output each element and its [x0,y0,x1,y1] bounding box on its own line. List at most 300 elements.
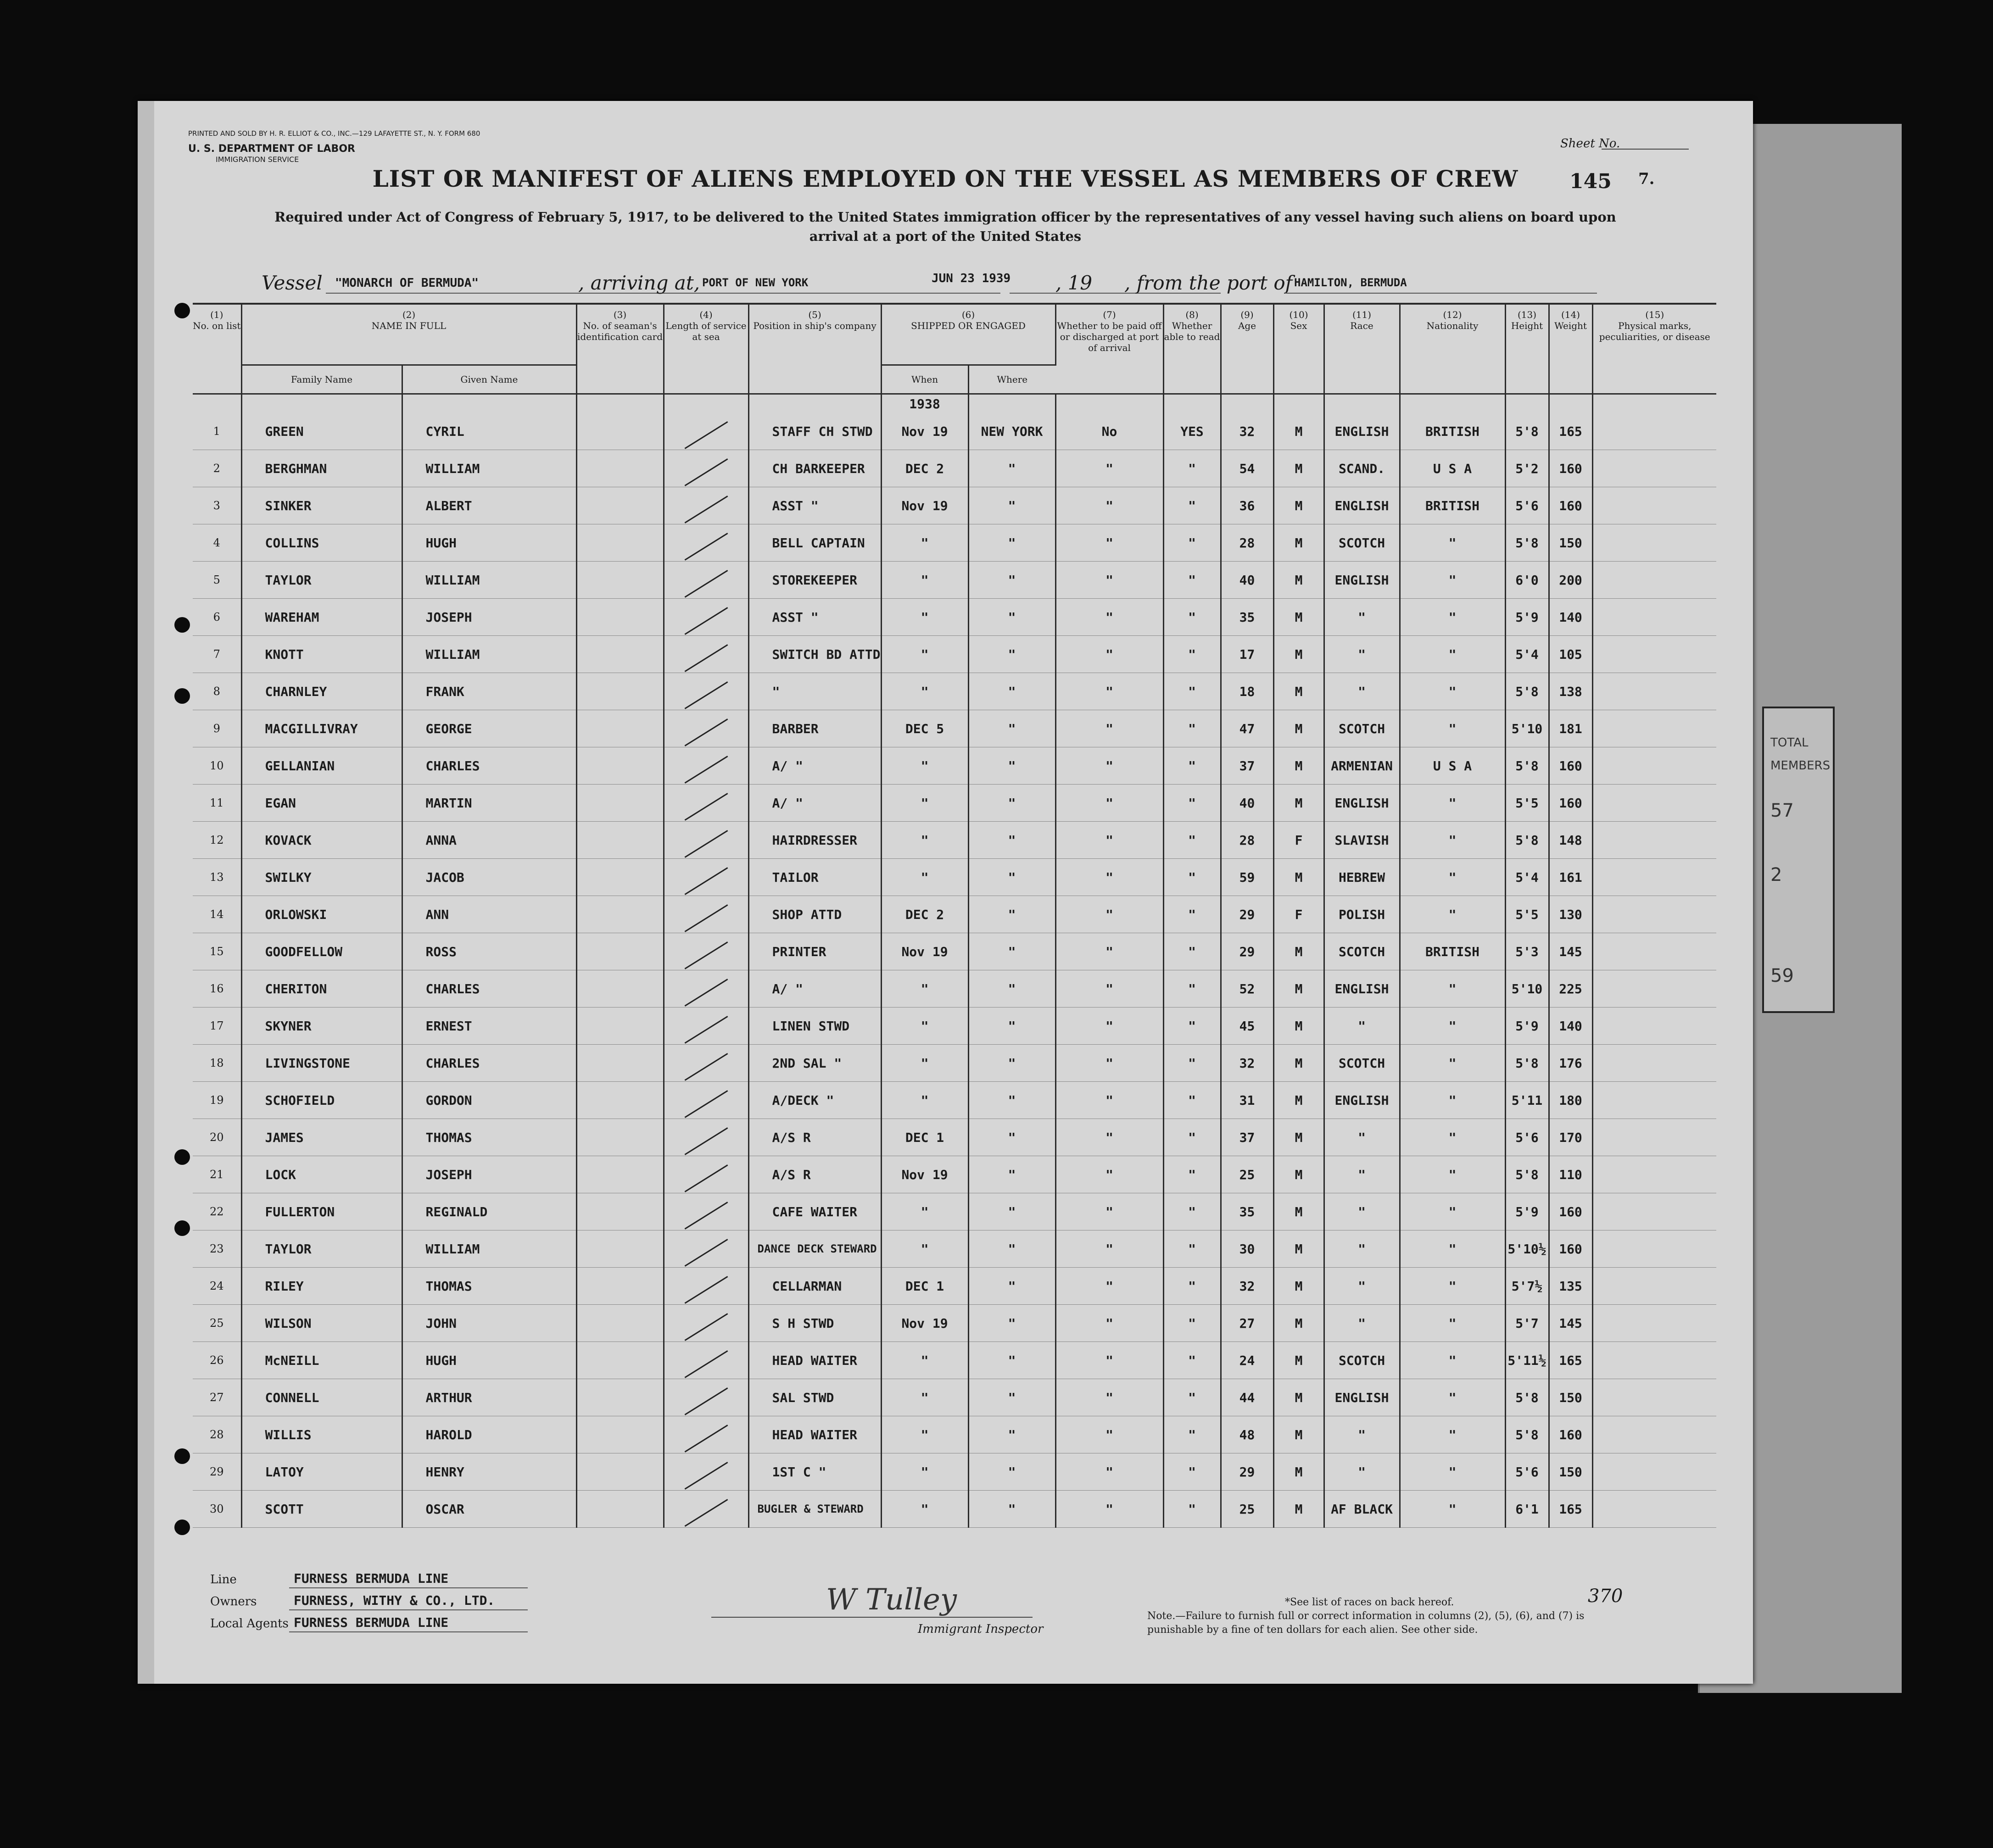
height-cell: 5'3 [1505,933,1549,970]
family-name-cell: SKYNER [241,1007,402,1045]
service-mark-cell [664,1230,748,1268]
physical-marks-cell [1592,673,1716,710]
crew-no-cell: 19 [193,1082,241,1119]
race-cell: AF BLACK [1324,1491,1400,1528]
id-card-cell [576,1416,664,1453]
age-cell: 32 [1221,1268,1273,1305]
age-cell: 54 [1221,450,1273,487]
sex-cell: M [1273,1342,1324,1379]
service-mark-cell [664,450,748,487]
able-to-read-cell: " [1163,1453,1221,1491]
sex-cell: M [1273,1156,1324,1193]
vessel-name: "MONARCH OF BERMUDA" [335,276,479,290]
service-mark-cell [664,1007,748,1045]
crew-no-cell: 21 [193,1156,241,1193]
shipped-when-cell: " [881,1342,968,1379]
service-slash-mark [684,1462,728,1490]
punch-hole [174,1149,190,1165]
table-row [193,970,1716,1007]
able-to-read-cell: " [1163,1045,1221,1082]
race-cell: " [1324,1268,1400,1305]
shipped-where-cell: " [968,1007,1055,1045]
table-row [193,562,1716,599]
family-name-cell: WILSON [241,1305,402,1342]
id-card-cell [576,562,664,599]
sheet-no-line [1602,149,1689,150]
height-cell: 5'7 [1505,1305,1549,1342]
service-slash-mark [684,867,728,895]
shipped-when-cell: " [881,1491,968,1528]
physical-marks-cell [1592,747,1716,785]
service-mark-cell [664,673,748,710]
race-cell: " [1324,1416,1400,1453]
nationality-cell: " [1400,1416,1505,1453]
height-cell: 5'8 [1505,1156,1549,1193]
race-cell: ENGLISH [1324,785,1400,822]
service-mark-cell [664,710,748,747]
physical-marks-cell [1592,859,1716,896]
crew-no-cell: 29 [193,1453,241,1491]
table-row [193,1268,1716,1305]
service-slash-mark [684,1053,728,1081]
given-name-cell: JOHN [402,1305,576,1342]
race-cell: SCOTCH [1324,1045,1400,1082]
paid-off-cell: " [1055,1230,1163,1268]
line-value: FURNESS BERMUDA LINE [294,1571,449,1586]
given-name-cell: ALBERT [402,487,576,524]
position-cell: PRINTER [748,933,881,970]
back-sheet-text: MEMBERS [1770,759,1831,773]
nationality-cell: " [1400,822,1505,859]
crew-no-cell: 15 [193,933,241,970]
nationality-cell: " [1400,1268,1505,1305]
service-mark-cell [664,1193,748,1230]
physical-marks-cell [1592,524,1716,562]
physical-marks-cell [1592,1379,1716,1416]
height-cell: 5'10½ [1505,1230,1549,1268]
height-cell: 5'8 [1505,1045,1549,1082]
shipped-when-cell: " [881,1082,968,1119]
id-card-cell [576,785,664,822]
col-header-age: (9) Age [1221,304,1273,394]
penalty-note: Note.—Failure to furnish full or correct information in columns (2), (5), (6), and (7) is punishable by a fine of ten dollars for each alien. See other side. [1147,1610,1585,1636]
sex-cell: M [1273,450,1324,487]
nationality-cell: " [1400,896,1505,933]
position-cell: BUGLER & STEWARD [748,1491,881,1528]
family-name-cell: KOVACK [241,822,402,859]
table-row [193,673,1716,710]
page-mark: 370 [1588,1586,1623,1607]
races-note: *See list of races on back hereof. [1285,1597,1454,1608]
id-card-cell [576,1342,664,1379]
nationality-cell: " [1400,1193,1505,1230]
age-cell: 28 [1221,524,1273,562]
service-slash-mark [684,904,728,932]
position-cell: STOREKEEPER [748,562,881,599]
crew-no-cell: 11 [193,785,241,822]
height-cell: 5'8 [1505,524,1549,562]
height-cell: 5'5 [1505,785,1549,822]
punch-hole [174,303,190,318]
crew-no-cell: 17 [193,1007,241,1045]
table-row [193,1305,1716,1342]
position-cell: SHOP ATTD [748,896,881,933]
family-name-cell: COLLINS [241,524,402,562]
sex-cell: M [1273,710,1324,747]
family-name-cell: JAMES [241,1119,402,1156]
id-card-cell [576,1268,664,1305]
height-cell: 5'7½ [1505,1268,1549,1305]
inspector-signature-line [711,1617,1033,1618]
sheet-number: 145 [1569,170,1612,193]
service-slash-mark [684,756,728,784]
nationality-cell: " [1400,710,1505,747]
weight-cell: 165 [1549,1491,1592,1528]
age-cell: 36 [1221,487,1273,524]
shipped-when-cell: " [881,1193,968,1230]
physical-marks-cell [1592,896,1716,933]
weight-cell: 165 [1549,1342,1592,1379]
service-mark-cell [664,970,748,1007]
given-name-cell: JOSEPH [402,1156,576,1193]
back-sheet-text: TOTAL [1770,736,1809,750]
age-cell: 28 [1221,822,1273,859]
nationality-cell: " [1400,562,1505,599]
shipped-where-cell: " [968,822,1055,859]
sex-cell: M [1273,487,1324,524]
service-mark-cell [664,747,748,785]
height-cell: 5'10 [1505,710,1549,747]
shipped-where-cell: " [968,1193,1055,1230]
position-cell: HEAD WAITER [748,1416,881,1453]
shipped-where-cell: " [968,1491,1055,1528]
given-name-cell: HUGH [402,524,576,562]
service-label: IMMIGRATION SERVICE [216,155,299,164]
shipped-when-cell: " [881,785,968,822]
race-cell: ENGLISH [1324,970,1400,1007]
sex-cell: M [1273,1230,1324,1268]
weight-cell: 130 [1549,896,1592,933]
table-row [193,747,1716,785]
race-cell: ENGLISH [1324,1379,1400,1416]
able-to-read-cell: " [1163,1193,1221,1230]
service-slash-mark [684,1164,728,1192]
height-cell: 5'8 [1505,822,1549,859]
back-sheet-text: 57 [1770,800,1794,821]
able-to-read-cell: " [1163,933,1221,970]
paid-off-cell: " [1055,822,1163,859]
position-cell: A/DECK " [748,1082,881,1119]
position-cell: HAIRDRESSER [748,822,881,859]
back-sheet-fragment [1762,707,1835,1013]
physical-marks-cell [1592,1268,1716,1305]
physical-marks-cell [1592,413,1716,450]
age-cell: 59 [1221,859,1273,896]
nationality-cell: " [1400,636,1505,673]
paid-off-cell: " [1055,1268,1163,1305]
sex-cell: M [1273,413,1324,450]
service-slash-mark [684,1313,728,1341]
physical-marks-cell [1592,450,1716,487]
agents-underline [289,1631,528,1632]
crew-no-cell: 28 [193,1416,241,1453]
able-to-read-cell: " [1163,859,1221,896]
table-row [193,822,1716,859]
age-cell: 35 [1221,599,1273,636]
nationality-cell: " [1400,1045,1505,1082]
department-label: U. S. DEPARTMENT OF LABOR [188,143,355,155]
age-cell: 18 [1221,673,1273,710]
age-cell: 44 [1221,1379,1273,1416]
crew-no-cell: 20 [193,1119,241,1156]
nationality-cell: U S A [1400,450,1505,487]
inspector-label: Immigrant Inspector [918,1622,1044,1636]
col-header-sex: (10) Sex [1273,304,1324,394]
sex-cell: F [1273,822,1324,859]
shipped-when-cell: " [881,1453,968,1491]
owners-label: Owners [210,1595,257,1609]
arriving-label: , arriving at, [578,272,700,294]
table-row [193,859,1716,896]
height-cell: 5'9 [1505,1007,1549,1045]
position-cell: LINEN STWD [748,1007,881,1045]
family-name-cell: WILLIS [241,1416,402,1453]
shipped-when-cell: " [881,1045,968,1082]
weight-cell: 150 [1549,524,1592,562]
crew-no-cell: 2 [193,450,241,487]
race-cell: " [1324,1119,1400,1156]
nationality-cell: " [1400,1453,1505,1491]
shipped-when-cell: Nov 19 [881,413,968,450]
position-cell: A/S R [748,1156,881,1193]
shipped-when-cell: Nov 19 [881,1156,968,1193]
service-mark-cell [664,562,748,599]
shipped-when-cell: " [881,1230,968,1268]
race-cell: SLAVISH [1324,822,1400,859]
physical-marks-cell [1592,1416,1716,1453]
able-to-read-cell: " [1163,636,1221,673]
position-cell: A/ " [748,970,881,1007]
service-mark-cell [664,933,748,970]
crew-no-cell: 10 [193,747,241,785]
service-mark-cell [664,785,748,822]
height-cell: 5'8 [1505,413,1549,450]
height-cell: 5'10 [1505,970,1549,1007]
nationality-cell: U S A [1400,747,1505,785]
nationality-cell: " [1400,1082,1505,1119]
id-card-cell [576,822,664,859]
crew-no-cell: 3 [193,487,241,524]
table-row [193,710,1716,747]
family-name-cell: TAYLOR [241,1230,402,1268]
table-row [193,1453,1716,1491]
age-cell: 17 [1221,636,1273,673]
shipped-where-cell: " [968,1305,1055,1342]
id-card-cell [576,747,664,785]
crew-no-cell: 27 [193,1379,241,1416]
able-to-read-cell: " [1163,599,1221,636]
given-name-cell: CHARLES [402,970,576,1007]
table-row [193,524,1716,562]
weight-cell: 150 [1549,1379,1592,1416]
given-name-cell: ARTHUR [402,1379,576,1416]
able-to-read-cell: " [1163,487,1221,524]
physical-marks-cell [1592,1156,1716,1193]
service-slash-mark [684,1090,728,1118]
shipped-when-cell: Nov 19 [881,487,968,524]
line-underline [289,1587,528,1588]
id-card-cell [576,1193,664,1230]
table-row [193,896,1716,933]
height-cell: 5'11 [1505,1082,1549,1119]
given-name-cell: HUGH [402,1342,576,1379]
family-name-cell: KNOTT [241,636,402,673]
weight-cell: 145 [1549,933,1592,970]
col-header-given-name: Given Name [402,365,576,394]
table-row [193,636,1716,673]
position-cell: A/ " [748,747,881,785]
id-card-cell [576,636,664,673]
age-cell: 35 [1221,1193,1273,1230]
weight-cell: 135 [1549,1268,1592,1305]
col-header-when: When [881,365,968,394]
age-cell: 37 [1221,1119,1273,1156]
id-card-cell [576,524,664,562]
position-cell: CELLARMAN [748,1268,881,1305]
col-header-name: (2) NAME IN FULL [241,304,576,365]
weight-cell: 140 [1549,1007,1592,1045]
nationality-cell: BRITISH [1400,933,1505,970]
height-cell: 5'11½ [1505,1342,1549,1379]
sex-cell: M [1273,673,1324,710]
able-to-read-cell: " [1163,1268,1221,1305]
from-port-line [1285,293,1597,294]
position-cell: DANCE DECK STEWARD [748,1230,881,1268]
sex-cell: M [1273,636,1324,673]
race-cell: ARMENIAN [1324,747,1400,785]
race-cell: ENGLISH [1324,1082,1400,1119]
able-to-read-cell: " [1163,673,1221,710]
sex-cell: M [1273,1379,1324,1416]
able-to-read-cell: " [1163,450,1221,487]
sex-cell: M [1273,1082,1324,1119]
family-name-cell: LATOY [241,1453,402,1491]
physical-marks-cell [1592,822,1716,859]
height-cell: 5'6 [1505,1453,1549,1491]
table-row [193,1416,1716,1453]
col-header-service: (4) Length of service at sea [664,304,748,394]
paid-off-cell: " [1055,1453,1163,1491]
age-cell: 52 [1221,970,1273,1007]
agents-value: FURNESS BERMUDA LINE [294,1615,449,1630]
vessel-label: Vessel [262,272,323,294]
able-to-read-cell: " [1163,1156,1221,1193]
race-cell: " [1324,1156,1400,1193]
position-cell: BARBER [748,710,881,747]
weight-cell: 200 [1549,562,1592,599]
service-mark-cell [664,599,748,636]
sheet-suffix: 7. [1638,170,1655,188]
age-cell: 24 [1221,1342,1273,1379]
crew-no-cell: 24 [193,1268,241,1305]
given-name-cell: ERNEST [402,1007,576,1045]
able-to-read-cell: " [1163,822,1221,859]
col-header-position: (5) Position in ship's company [748,304,881,394]
shipped-where-cell: " [968,599,1055,636]
paid-off-cell: " [1055,1045,1163,1082]
table-row [193,413,1716,450]
shipped-when-cell: DEC 2 [881,450,968,487]
col-header-paid-off: (7) Whether to be paid off or discharged at port of arrival [1055,304,1163,394]
paid-off-cell: No [1055,413,1163,450]
able-to-read-cell: " [1163,970,1221,1007]
arrival-date-stamp: JUN 23 1939 [932,272,1011,285]
weight-cell: 110 [1549,1156,1592,1193]
age-cell: 29 [1221,933,1273,970]
service-slash-mark [684,1387,728,1415]
family-name-cell: BERGHMAN [241,450,402,487]
position-cell: SWITCH BD ATTD [748,636,881,673]
shipped-when-cell: DEC 5 [881,710,968,747]
position-cell: BELL CAPTAIN [748,524,881,562]
paid-off-cell: " [1055,1491,1163,1528]
able-to-read-cell: " [1163,1491,1221,1528]
paid-off-cell: " [1055,524,1163,562]
sex-cell: M [1273,933,1324,970]
id-card-cell [576,1045,664,1082]
shipped-when-cell: DEC 1 [881,1268,968,1305]
race-cell: " [1324,636,1400,673]
table-row [193,487,1716,524]
given-name-cell: GORDON [402,1082,576,1119]
col-header-family-name: Family Name [241,365,402,394]
family-name-cell: GELLANIAN [241,747,402,785]
position-cell: HEAD WAITER [748,1342,881,1379]
family-name-cell: SWILKY [241,859,402,896]
able-to-read-cell: " [1163,1119,1221,1156]
age-cell: 47 [1221,710,1273,747]
shipped-where-cell: " [968,562,1055,599]
nationality-cell: " [1400,1230,1505,1268]
family-name-cell: FULLERTON [241,1193,402,1230]
id-card-cell [576,1453,664,1491]
shipped-where-cell: " [968,1268,1055,1305]
given-name-cell: FRANK [402,673,576,710]
crew-no-cell: 14 [193,896,241,933]
physical-marks-cell [1592,1007,1716,1045]
weight-cell: 225 [1549,970,1592,1007]
family-name-cell: RILEY [241,1268,402,1305]
given-name-cell: ANN [402,896,576,933]
col-header-no: (1) No. on list [193,304,241,394]
physical-marks-cell [1592,1491,1716,1528]
table-row [193,1045,1716,1082]
sex-cell: M [1273,1119,1324,1156]
service-mark-cell [664,1045,748,1082]
page-title: LIST OR MANIFEST OF ALIENS EMPLOYED ON THE VESSEL AS MEMBERS OF CREW [372,165,1518,192]
family-name-cell: CHERITON [241,970,402,1007]
height-cell: 5'5 [1505,896,1549,933]
service-mark-cell [664,1491,748,1528]
shipped-when-cell: DEC 2 [881,896,968,933]
service-mark-cell [664,1342,748,1379]
sex-cell: M [1273,524,1324,562]
weight-cell: 160 [1549,747,1592,785]
height-cell: 5'4 [1505,636,1549,673]
shipped-where-cell: " [968,710,1055,747]
sex-cell: M [1273,1491,1324,1528]
race-cell: " [1324,599,1400,636]
